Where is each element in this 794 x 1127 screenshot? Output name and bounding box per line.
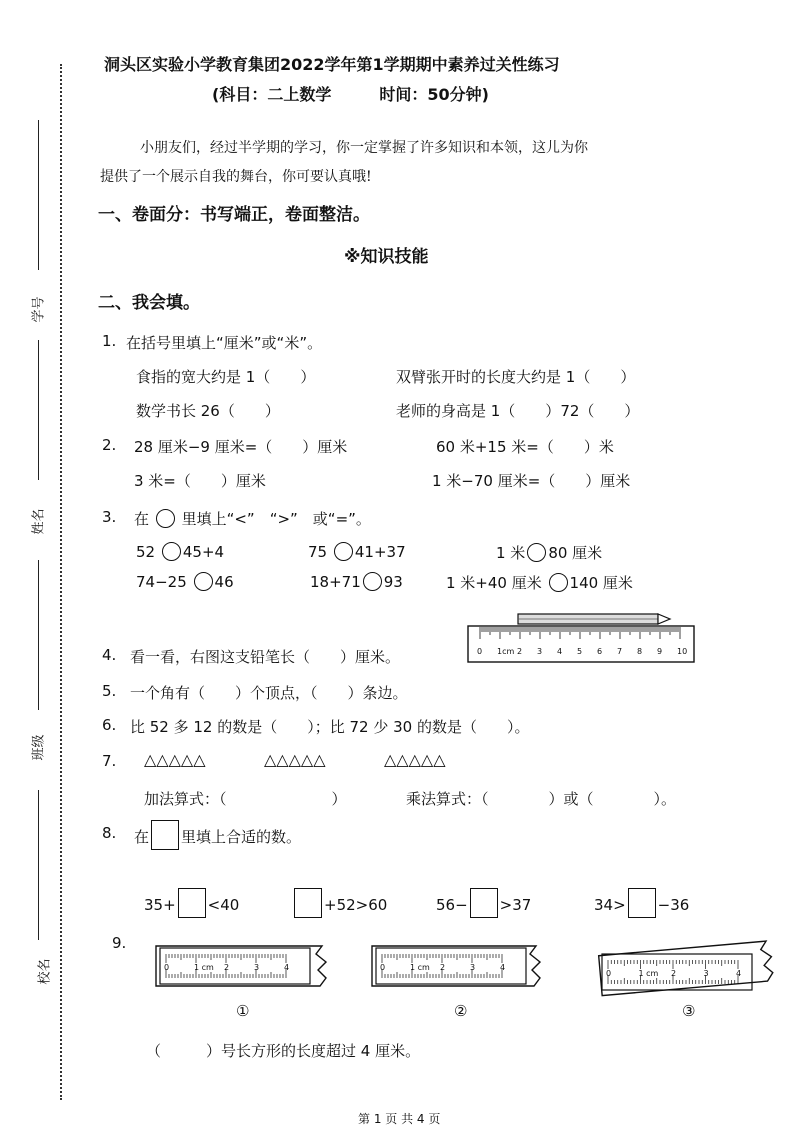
ruler-tick-label: 2 (224, 963, 230, 972)
ruler-tick-label: 3 (470, 963, 476, 972)
ruler-rectangle-2 (366, 940, 556, 1000)
side-label-class: 班级 (31, 734, 47, 761)
q7-number: 7. (102, 752, 117, 770)
ruler-tick-label: 4 (284, 963, 290, 972)
q8-stem: 在 里填上合适的数。 (134, 820, 301, 850)
q2-item-b[interactable]: 60 米+15 米=（ ）米 (436, 438, 614, 456)
ruler-tick-label: 0 (164, 963, 170, 972)
q1-number: 1. (102, 332, 117, 350)
section-1-heading: 一、卷面分：书写端正，卷面整洁。 (98, 205, 370, 225)
ruler-tick-label: 0 (380, 963, 386, 972)
q3-r1-item-2[interactable]: 75 41+37 (308, 543, 406, 561)
q8-item-4[interactable]: 34> −36 (594, 888, 689, 918)
school-write-line[interactable] (38, 790, 39, 940)
q2-item-a[interactable]: 28 厘米−9 厘米=（ ）厘米 (134, 438, 348, 456)
ruler-tick-label: 0 (606, 969, 612, 978)
q3-r2-item-3[interactable]: 1 米+40 厘米 140 厘米 (446, 574, 633, 592)
square-icon (151, 820, 179, 850)
q2-item-d[interactable]: 1 米−70 厘米=（ ）厘米 (432, 472, 631, 490)
id-write-line[interactable] (38, 120, 39, 270)
ruler-tick-label: 7 (617, 647, 623, 656)
ruler-tick-label: 6 (597, 647, 603, 656)
q3-r2-item-2[interactable]: 18+71 93 (310, 573, 403, 591)
q4-text[interactable]: 看一看，右图这支铅笔长（ ）厘米。 (130, 648, 401, 666)
ruler-tick-label: 10 (677, 647, 688, 656)
knowledge-heading: ※知识技能 (344, 247, 429, 267)
intro-line-1: 小朋友们，经过半学期的学习，你一定掌握了许多知识和本领，这儿为你 (140, 140, 588, 156)
q2-item-c[interactable]: 3 米=（ ）厘米 (134, 472, 266, 490)
name-write-line[interactable] (38, 340, 39, 480)
page-footer: 第 1 页 共 4 页 (358, 1112, 441, 1126)
q4-number: 4. (102, 646, 117, 664)
answer-box[interactable] (628, 888, 656, 918)
q3-r2-item-1[interactable]: 74−25 46 (136, 573, 234, 591)
q3-r1-item-1[interactable]: 52 45+4 (136, 543, 225, 561)
q1-stem: 在括号里填上“厘米”或“米”。 (126, 334, 323, 352)
circle-icon (156, 509, 175, 528)
ruler-tick-label: 3 (537, 647, 543, 656)
intro-line-2: 提供了一个展示自我的舞台，你可要认真哦! (100, 169, 372, 185)
ruler-tick-label: 4 (736, 969, 742, 978)
label-1: ① (236, 1002, 250, 1020)
triangle-group-2: △△△△△ (264, 750, 326, 769)
ruler-tick-label: 2 (671, 969, 677, 978)
triangle-group-3: △△△△△ (384, 750, 446, 769)
pencil-icon (518, 614, 670, 624)
answer-box[interactable] (178, 888, 206, 918)
ruler-tick-label: 9 (657, 647, 663, 656)
q1-item-d[interactable]: 老师的身高是 1（ ）72（ ） (396, 402, 640, 420)
exam-subtitle: (科目：二上数学 时间：50分钟) (212, 85, 489, 104)
label-3: ③ (682, 1002, 696, 1020)
ruler-tick-label: 0 (477, 647, 483, 656)
label-2: ② (454, 1002, 468, 1020)
ruler-rectangle-3 (590, 932, 786, 1002)
q8-item-2[interactable]: +52>60 (292, 888, 387, 918)
exam-title: 洞头区实验小学教育集团2022学年第1学期期中素养过关性练习 (104, 55, 560, 74)
q1-item-b[interactable]: 双臂张开时的长度大约是 1（ ） (396, 368, 636, 386)
ruler-tick-label: 2 (440, 963, 446, 972)
compare-circle[interactable] (527, 543, 546, 562)
ruler-tick-label: 8 (637, 647, 643, 656)
compare-circle[interactable] (194, 572, 213, 591)
q7-multiplication-answer[interactable]: 乘法算式：（ ）或（ ）。 (406, 790, 677, 808)
compare-circle[interactable] (363, 572, 382, 591)
q6-number: 6. (102, 716, 117, 734)
q3-r1-item-3[interactable]: 1 米 80 厘米 (496, 544, 603, 562)
compare-circle[interactable] (549, 573, 568, 592)
ruler-tick-label: 1 cm (638, 969, 659, 978)
ruler-tick-label: 1 cm (410, 963, 430, 972)
q9-number: 9. (112, 934, 127, 952)
ruler-tick-label: 3 (254, 963, 260, 972)
triangle-group-1: △△△△△ (144, 750, 206, 769)
compare-circle[interactable] (334, 542, 353, 561)
q8-item-3[interactable]: 56− >37 (436, 888, 531, 918)
ruler-tick-label: 3 (703, 969, 709, 978)
side-label-name: 姓名 (31, 508, 47, 535)
pencil-ruler-image (466, 610, 698, 666)
q1-item-a[interactable]: 食指的宽大约是 1（ ） (136, 368, 316, 386)
ruler-tick-label: 2 (517, 647, 523, 656)
side-label-school: 校名 (37, 958, 53, 985)
q3-stem-b: 里填上“<” “>” 或“=”。 (181, 510, 371, 528)
q8-number: 8. (102, 824, 117, 842)
ruler-tick-label: 4 (500, 963, 506, 972)
q7-addition-answer[interactable]: 加法算式：（ ） (144, 790, 347, 808)
class-write-line[interactable] (38, 560, 39, 710)
compare-circle[interactable] (162, 542, 181, 561)
answer-box[interactable] (294, 888, 322, 918)
ruler-tick-label: 5 (577, 647, 583, 656)
q1-item-c[interactable]: 数学书长 26（ ） (136, 402, 280, 420)
section-2-heading: 二、我会填。 (98, 293, 200, 313)
binding-dotted-line (60, 64, 62, 1100)
q6-text[interactable]: 比 52 多 12 的数是（ ）；比 72 少 30 的数是（ ）。 (130, 718, 530, 736)
q2-number: 2. (102, 436, 117, 454)
side-label-id: 学号 (31, 296, 47, 323)
ruler-tick-label: 4 (557, 647, 563, 656)
ruler-tick-label: 1cm (497, 647, 515, 656)
q3-stem-a: 在 (134, 510, 150, 528)
q3-number: 3. (102, 508, 117, 526)
q9-answer[interactable]: （ ）号长方形的长度超过 4 厘米。 (146, 1042, 421, 1060)
q5-text[interactable]: 一个角有（ ）个顶点，（ ）条边。 (130, 684, 408, 702)
ruler-rectangle-1 (150, 940, 340, 1000)
ruler-tick-label: 1 cm (194, 963, 214, 972)
q8-item-1[interactable]: 35+ <40 (144, 888, 239, 918)
q5-number: 5. (102, 682, 117, 700)
q3-stem (134, 508, 371, 529)
answer-box[interactable] (470, 888, 498, 918)
